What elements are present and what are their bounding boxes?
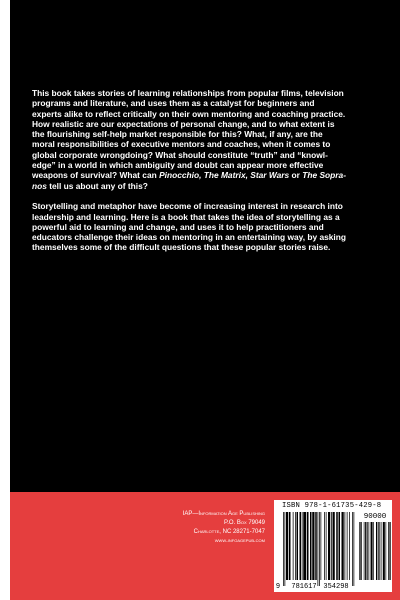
blurb-line: powerful aid to learning and change, and uses it to help practitioners and — [32, 221, 324, 232]
addon-bar — [364, 522, 365, 580]
blurb-line: experts alike to reflect critically on their own mentoring and coaching practice. — [32, 108, 346, 119]
blurb-line: themselves some of the difficult questions that these popular stories raise. — [32, 242, 331, 253]
price-code: 90000 — [363, 513, 387, 521]
barcode-bar — [303, 512, 306, 580]
addon-bar — [386, 522, 387, 580]
addon-bar — [383, 522, 385, 580]
publisher-address — [183, 510, 265, 546]
ean-left-digits: 781617 — [291, 583, 317, 591]
barcode-bar — [286, 512, 288, 580]
barcode-bar — [315, 512, 317, 580]
sopranos-title-end: nos — [32, 180, 47, 191]
addon-bar — [360, 522, 361, 580]
addon-bar — [365, 522, 366, 580]
isbn-barcode — [274, 500, 392, 592]
ean-first-digit: 9 — [275, 583, 281, 591]
addon-bar — [379, 522, 380, 580]
barcode-bar — [333, 512, 335, 580]
blurb-line: How realistic are our expectations of personal change, and to what extent is — [32, 118, 335, 129]
isbn-label: ISBN 978-1-61735-429-8 — [282, 502, 382, 510]
blurb-line: educators challenge their ideas on mentoring in an entertaining way, by asking — [32, 232, 346, 243]
barcode-bar — [342, 512, 344, 580]
addon-bar — [371, 522, 373, 580]
book-back-cover — [10, 0, 400, 600]
publisher-band — [10, 492, 400, 600]
addon-bars — [359, 522, 391, 580]
barcode-bar — [349, 512, 350, 580]
blurb-line: global corporate wrongdoing? What should constitute “truth” and “knowl- — [32, 149, 328, 160]
blurb-line: Storytelling and metaphor have become of increasing interest in research into — [32, 201, 343, 212]
barcode-bar — [328, 512, 330, 580]
publisher-website: www.infoagepub.com — [214, 538, 265, 544]
blurb-text-run: tell us about any of this? — [46, 180, 148, 191]
barcode-bar — [331, 512, 332, 580]
blurb-text-run: or — [289, 170, 303, 181]
blurb-line: This book takes stories of learning relationships from popular films, television — [32, 88, 344, 98]
barcode-bar — [289, 512, 291, 580]
blurb-line: programs and literature, and uses them as a catalyst for beginners and — [32, 98, 315, 109]
blurb-paragraph-2 — [32, 201, 382, 252]
barcode-bar — [300, 512, 302, 580]
barcode-bar — [324, 512, 325, 580]
barcode-bar — [339, 512, 341, 580]
barcode-bar — [310, 512, 312, 580]
barcode-bar — [347, 512, 348, 580]
barcode-bar — [312, 512, 314, 580]
film-titles: Pinocchio, The Matrix, Star Wars — [159, 170, 290, 181]
blurb-line: the flourishing self-help market responsible for this? What, if any, are the — [32, 129, 323, 140]
barcode-bar — [302, 512, 303, 580]
barcode-bar — [321, 512, 322, 580]
barcode-bar — [307, 512, 309, 580]
barcode-bar — [295, 512, 296, 580]
ean-right-digits: 354298 — [323, 583, 349, 591]
barcode-bar — [352, 512, 353, 586]
addon-bar — [390, 522, 391, 580]
barcode-graphic — [274, 500, 392, 592]
addon-bar — [373, 522, 374, 580]
barcode-bar — [336, 512, 338, 580]
blurb-text — [32, 88, 382, 263]
barcode-bar — [318, 512, 319, 586]
blurb-line: moral responsibilities of executive mentors and coaches, when it comes to — [32, 139, 331, 150]
blurb-line-last — [32, 181, 382, 191]
addon-bar — [369, 522, 370, 580]
blurb-line: leadership and learning. Here is a book that takes the idea of storytelling as a — [32, 211, 340, 222]
addon-bar — [388, 522, 389, 580]
publisher-po-box: P.O. Box 79049 — [223, 520, 265, 526]
barcode-bar — [293, 512, 294, 580]
addon-bar — [376, 522, 377, 580]
barcode-bar — [319, 512, 320, 586]
sopranos-title: The Sopra- — [302, 170, 346, 181]
blurb-paragraph-1 — [32, 88, 382, 191]
publisher-name: IAP—Information Age Publishing — [182, 511, 265, 517]
barcode-bar — [354, 512, 355, 586]
barcode-bar — [283, 512, 284, 586]
ean-bars — [283, 512, 354, 586]
addon-bar — [359, 522, 360, 580]
addon-bar — [378, 522, 379, 580]
barcode-bar — [326, 512, 327, 580]
addon-bar — [367, 522, 368, 580]
blurb-line: edge” in a world in which ambiguity and doubt can appear more effective — [32, 160, 324, 171]
publisher-city: Charlotte, NC 28271-7047 — [193, 529, 265, 535]
barcode-bar — [345, 512, 346, 580]
barcode-bar — [285, 512, 286, 586]
blurb-text-run: weapons of survival? What can — [32, 170, 160, 181]
addon-bar — [381, 522, 382, 580]
blurb-line-titles — [32, 170, 382, 180]
barcode-bar — [297, 512, 299, 580]
